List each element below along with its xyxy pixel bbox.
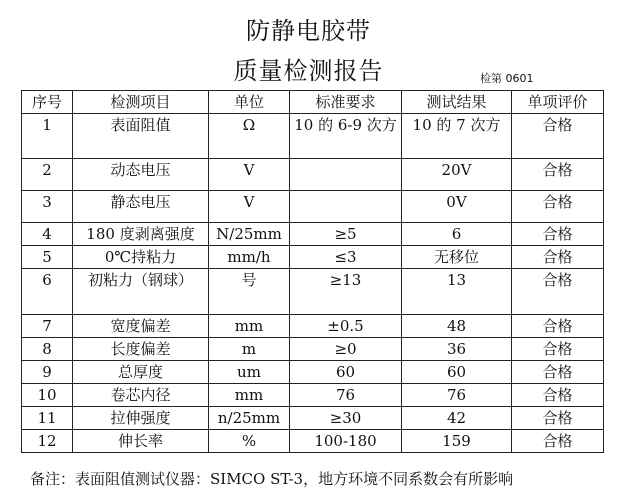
header-unit: 单位	[209, 91, 290, 114]
serial-cell: 9	[22, 361, 73, 384]
unit-cell: Ω	[209, 114, 290, 159]
table-row	[22, 159, 604, 191]
standard-cell: ≥5	[290, 223, 402, 246]
result-cell: 20V	[402, 159, 512, 191]
standard-cell	[290, 191, 402, 223]
item-cell: 静态电压	[73, 191, 209, 223]
result-cell: 42	[402, 407, 512, 430]
header-serial: 序号	[22, 91, 73, 114]
evaluation-cell: 合格	[512, 430, 604, 453]
unit-cell: 号	[209, 269, 290, 315]
serial-cell: 11	[22, 407, 73, 430]
item-cell: 拉伸强度	[73, 407, 209, 430]
evaluation-cell: 合格	[512, 191, 604, 223]
unit-cell: V	[209, 191, 290, 223]
table-header-row	[22, 91, 604, 114]
serial-cell: 10	[22, 384, 73, 407]
evaluation-cell: 合格	[512, 315, 604, 338]
item-cell: 0℃持粘力	[73, 246, 209, 269]
footnote: 备注：表面阻值测试仪器：SIMCO ST-3，地方环境不同系数会有所影响	[30, 470, 514, 488]
item-cell: 表面阻值	[73, 114, 209, 159]
table-row	[22, 246, 604, 269]
standard-cell: 76	[290, 384, 402, 407]
unit-cell: m	[209, 338, 290, 361]
evaluation-cell: 合格	[512, 269, 604, 315]
evaluation-cell: 合格	[512, 114, 604, 159]
table-row	[22, 384, 604, 407]
evaluation-cell: 合格	[512, 384, 604, 407]
result-cell: 76	[402, 384, 512, 407]
header-standard: 标准要求	[290, 91, 402, 114]
item-cell: 长度偏差	[73, 338, 209, 361]
result-cell: 0V	[402, 191, 512, 223]
evaluation-cell: 合格	[512, 223, 604, 246]
serial-cell: 7	[22, 315, 73, 338]
result-cell: 无移位	[402, 246, 512, 269]
result-cell: 159	[402, 430, 512, 453]
table-row	[22, 407, 604, 430]
serial-cell: 12	[22, 430, 73, 453]
table-row	[22, 191, 604, 223]
item-cell: 伸长率	[73, 430, 209, 453]
evaluation-cell: 合格	[512, 361, 604, 384]
table-row	[22, 269, 604, 315]
item-cell: 总厚度	[73, 361, 209, 384]
result-cell: 36	[402, 338, 512, 361]
table-row	[22, 338, 604, 361]
result-cell: 48	[402, 315, 512, 338]
unit-cell: mm	[209, 315, 290, 338]
result-cell: 10 的 7 次方	[402, 114, 512, 159]
item-cell: 宽度偏差	[73, 315, 209, 338]
standard-cell: 60	[290, 361, 402, 384]
item-cell: 动态电压	[73, 159, 209, 191]
serial-cell: 6	[22, 269, 73, 315]
item-cell: 180 度剥离强度	[73, 223, 209, 246]
document-number: 检第 0601	[480, 72, 534, 85]
unit-cell: mm/h	[209, 246, 290, 269]
standard-cell: ≥0	[290, 338, 402, 361]
unit-cell: %	[209, 430, 290, 453]
result-cell: 13	[402, 269, 512, 315]
unit-cell: V	[209, 159, 290, 191]
serial-cell: 8	[22, 338, 73, 361]
table-row	[22, 223, 604, 246]
table-row	[22, 114, 604, 159]
report-title-line1: 防静电胶带	[246, 17, 371, 45]
serial-cell: 1	[22, 114, 73, 159]
table-row	[22, 430, 604, 453]
evaluation-cell: 合格	[512, 159, 604, 191]
header-item: 检测项目	[73, 91, 209, 114]
header-result: 测试结果	[402, 91, 512, 114]
inspection-table	[21, 90, 604, 453]
serial-cell: 2	[22, 159, 73, 191]
unit-cell: N/25mm	[209, 223, 290, 246]
standard-cell: ±0.5	[290, 315, 402, 338]
standard-cell: ≤3	[290, 246, 402, 269]
unit-cell: mm	[209, 384, 290, 407]
result-cell: 60	[402, 361, 512, 384]
serial-cell: 4	[22, 223, 73, 246]
serial-cell: 5	[22, 246, 73, 269]
item-cell: 初粘力（钢球）	[73, 269, 209, 315]
table-row	[22, 361, 604, 384]
standard-cell	[290, 159, 402, 191]
table-row	[22, 315, 604, 338]
unit-cell: n/25mm	[209, 407, 290, 430]
evaluation-cell: 合格	[512, 246, 604, 269]
evaluation-cell: 合格	[512, 338, 604, 361]
report-title-line2: 质量检测报告	[233, 57, 384, 85]
item-cell: 卷芯内径	[73, 384, 209, 407]
standard-cell: 100-180	[290, 430, 402, 453]
unit-cell: um	[209, 361, 290, 384]
serial-cell: 3	[22, 191, 73, 223]
standard-cell: ≥30	[290, 407, 402, 430]
evaluation-cell: 合格	[512, 407, 604, 430]
result-cell: 6	[402, 223, 512, 246]
standard-cell: 10 的 6-9 次方	[290, 114, 402, 159]
standard-cell: ≥13	[290, 269, 402, 315]
header-evaluation: 单项评价	[512, 91, 604, 114]
